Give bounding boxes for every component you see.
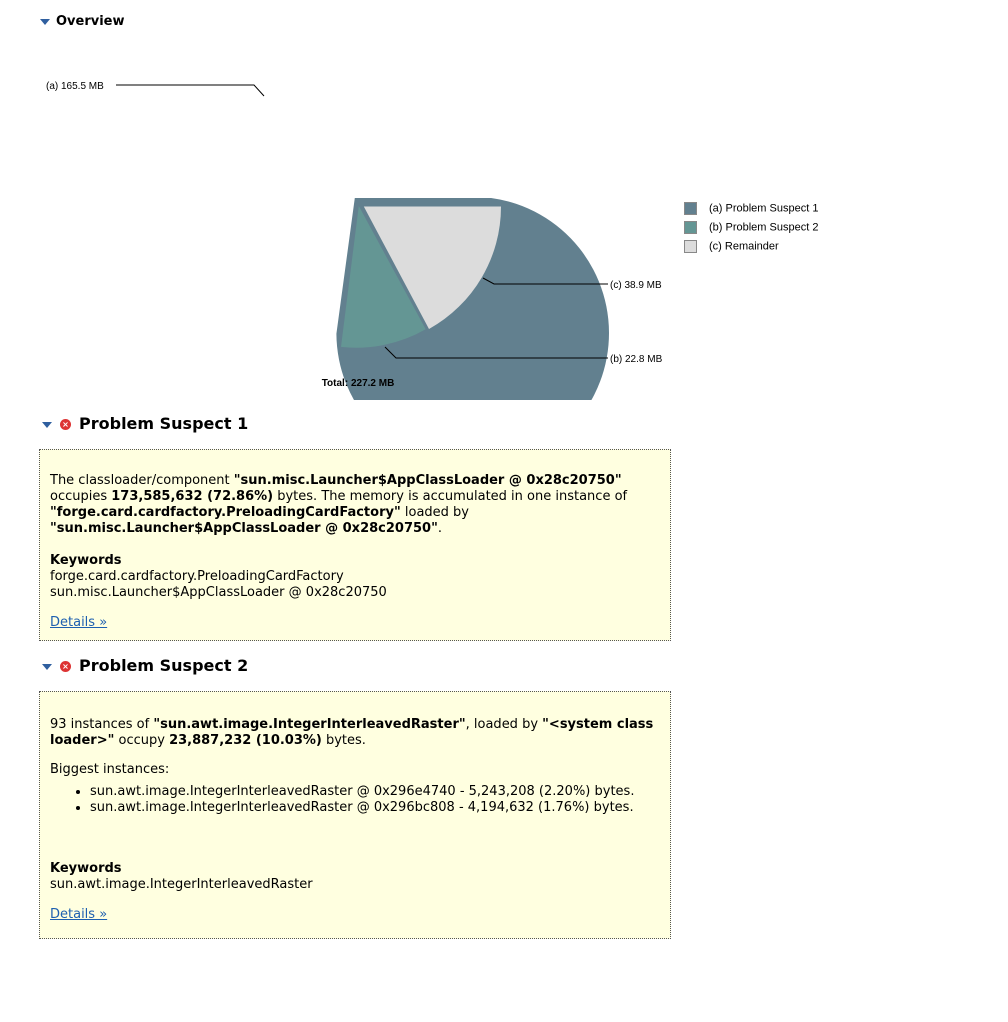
legend-swatch-c	[684, 240, 697, 253]
pie-chart	[0, 0, 1008, 400]
suspect2-box	[39, 691, 671, 939]
legend-swatch-a	[684, 202, 697, 215]
legend-item-c	[684, 240, 779, 253]
suspect1-box	[39, 449, 671, 641]
keywords-title: Keywords	[50, 553, 122, 568]
suspect2-header[interactable]	[42, 656, 248, 675]
suspect2-description	[50, 717, 660, 749]
legend-swatch-b	[684, 221, 697, 234]
text-fragment: The classloader/component	[50, 473, 234, 488]
text-fragment: occupies	[50, 489, 112, 504]
instance-class: "forge.card.cardfactory.PreloadingCardFactory"	[50, 505, 401, 520]
legend-item-a	[684, 202, 818, 215]
memory-amount: 173,585,632 (72.86%)	[111, 489, 274, 504]
legend-label-c: (c) Remainder	[709, 240, 779, 253]
text-fragment: , loaded by	[465, 717, 543, 732]
text-fragment: .	[437, 521, 443, 536]
text-fragment: bytes.	[321, 733, 366, 748]
details-link[interactable]: Details »	[50, 907, 108, 922]
text-fragment: loaded by	[400, 505, 469, 520]
instances-list	[50, 784, 660, 816]
suspect1-header[interactable]	[42, 414, 248, 433]
class-name: "sun.awt.image.IntegerInterleavedRaster"	[153, 717, 466, 732]
text-fragment: bytes. The memory is accumulated in one instance of	[273, 489, 628, 504]
legend-label-b: (b) Problem Suspect 2	[709, 221, 819, 234]
error-icon: ×	[60, 661, 71, 672]
classloader-name: "sun.misc.Launcher$AppClassLoader @ 0x28c20750"	[233, 473, 622, 488]
keywords-title: Keywords	[50, 861, 122, 876]
loader-name: "sun.misc.Launcher$AppClassLoader @ 0x28c20750"	[50, 521, 438, 536]
legend-label-a: (a) Problem Suspect 1	[709, 202, 819, 215]
keyword-item: sun.awt.image.IntegerInterleavedRaster	[50, 877, 313, 892]
collapse-triangle-icon[interactable]	[42, 422, 52, 428]
overview-title: Overview	[56, 14, 125, 29]
slice-label-b: (b) 22.8 MB	[610, 354, 663, 365]
slice-label-c: (c) 38.9 MB	[610, 280, 662, 291]
memory-amount: 23,887,232 (10.03%)	[169, 733, 322, 748]
instance-item: • sun.awt.image.IntegerInterleavedRaster @ 0x296bc808 - 4,194,632 (1.76%) bytes.	[90, 800, 660, 816]
suspect1-description	[50, 473, 660, 537]
biggest-instances-label: Biggest instances:	[50, 762, 170, 777]
loader-name: "<system class loader>"	[50, 717, 654, 748]
text-fragment: 93 instances of	[50, 717, 154, 732]
collapse-triangle-icon[interactable]	[42, 664, 52, 670]
suspect1-title: Problem Suspect 1	[79, 414, 249, 433]
slice-label-a: (a) 165.5 MB	[46, 81, 104, 92]
keyword-item: forge.card.cardfactory.PreloadingCardFactory	[50, 569, 344, 584]
leader-line-a	[116, 85, 264, 96]
error-icon: ×	[60, 419, 71, 430]
keyword-item: sun.misc.Launcher$AppClassLoader @ 0x28c20750	[50, 585, 387, 600]
chart-total: Total: 227.2 MB	[321, 378, 395, 389]
suspect2-title: Problem Suspect 2	[79, 656, 249, 675]
legend-item-b	[684, 221, 818, 234]
details-link[interactable]: Details »	[50, 615, 108, 630]
text-fragment: occupy	[114, 733, 170, 748]
instance-item: • sun.awt.image.IntegerInterleavedRaster @ 0x296e4740 - 5,243,208 (2.20%) bytes.	[90, 784, 660, 800]
